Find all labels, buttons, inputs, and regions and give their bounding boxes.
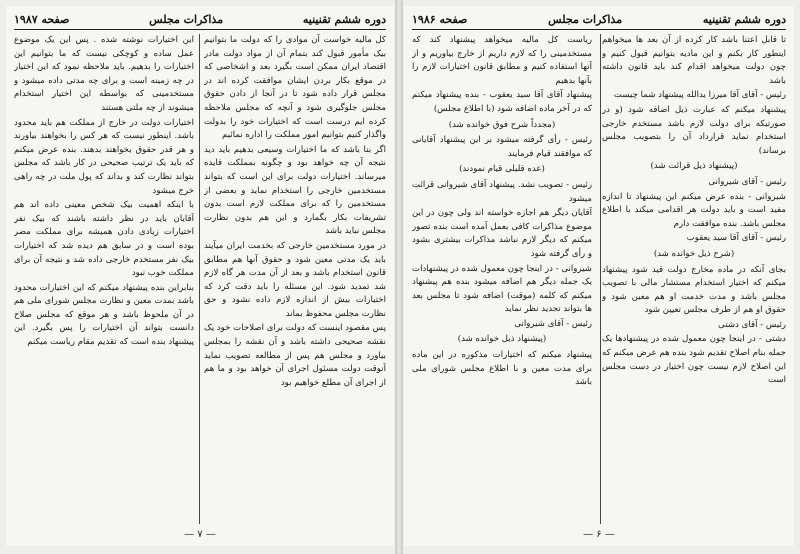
column-divider — [600, 34, 601, 524]
paragraph: رئیس - آقای دشتی — [718, 319, 786, 330]
paragraph: پیشنهاد میکنم که عبارت ذیل اضافه شود (و در صورتیکه برای دولت لازم باشد مستخدم خارجی استخدام نماید قرارداد آن را بتصویب مجلس برساند) — [602, 104, 786, 156]
paragraph: (مجدداً شرح فوق خوانده شد) — [448, 119, 556, 130]
header-title: مذاکرات مجلس — [149, 12, 224, 26]
paragraph: رئیس - رأی گرفته میشود بر این پیشنهاد آقایانی که موافقند قیام فرمایند — [412, 135, 592, 159]
paragraph: پیشنهاد میکنم که اختیارات مذکوره در این ماده برای مدت معین و با اطلاع مجلس شورای ملی باشد — [412, 350, 592, 388]
paragraph: رئیس - آقای شیروانی — [708, 176, 786, 187]
session-label: دوره ششم تقنینیه — [302, 12, 386, 26]
paragraph: این اختیارات نوشته شده . پس این یک موضوع عمل ساده و کوچکی نیست که ما بتوانیم این اختیارات را بدهیم. باید ملاحظه نمود که این اختیار در چه زمینه است و برای چه مدتی داده میشود و مستخدمینی که بواسطه این اختیار استخدام میشوند از چه ملتی هستند — [14, 35, 194, 113]
column-divider — [199, 34, 200, 524]
paragraph: ریاست کل مالیه میخواهد پیشنهاد کند که مستخدمینی را که لازم داریم از خارج بیاوریم و از آنها استفاده کنیم و مطابق قانون اختیارات لازم را بآنها بدهیم — [412, 35, 592, 86]
paragraph: (عده قلیلی قیام نمودند) — [459, 164, 545, 175]
text-column-left — [412, 34, 592, 524]
right-page — [404, 6, 794, 546]
paragraph: اختیارات دولت در خارج از مملکت هم باید محدود باشد. اینطور نیست که هر کس را بخواهند بیاورند و هر قدر حقوق بخواهند بدهند. بنده عرض میکنم که باید یک ترتیب صحیحی در کار باشد که مجلس بتواند نظارت کند و بداند که پول ملت در چه راهی خرج میشود — [14, 117, 194, 196]
page-number: — ۶ — — [583, 529, 615, 540]
paragraph: آقایان دیگر هم اجازه خواسته اند ولی چون در این موضوع مذاکرات کافی بعمل آمده است بنده تصور میکنم که دیگر لازم نباشد مذاکرات بیشتری بشود و رأی گرفته شود — [412, 208, 592, 259]
paragraph: دشتی - در اینجا چون معمول شده در پیشنهادها یک جمله بنام اصلاح تقدیم شود بنده هم عرض میکنم که این اصلاح لازم نیست چون اختیار در دست مجلس است — [602, 334, 786, 386]
header-divider — [14, 29, 386, 30]
page-header — [14, 10, 386, 28]
paragraph: (شرح ذیل خوانده شد) — [653, 248, 735, 259]
left-page — [6, 6, 394, 546]
page-header — [412, 10, 786, 28]
paragraph: (پیشنهاد ذیل قرائت شد) — [650, 161, 738, 172]
header-divider — [412, 29, 786, 30]
text-column-right — [602, 34, 786, 524]
paragraph: پیشنهاد آقای آقا سید یعقوب - بنده پیشنهاد میکنم که در آخر ماده اضافه شود (با اطلاع مجلس) — [412, 90, 592, 114]
paragraph: تا قابل اعتنا باشد کار کرده از آن بعد ها میخواهم اینطور کار بکنم و این مادیه بتوانیم قبول کنیم و چون دولت میخواهد اقدام کند باید قانون داشته باشد — [602, 35, 786, 86]
text-column-left — [14, 34, 194, 524]
paragraph: شیروانی - در اینجا چون معمول شده در پیشنهادات یک جمله دیگر هم اضافه میشود بنده هم پیشنهاد میکنم که کلمه (موقت) اضافه شود تا مجلس بعد ها بتواند تجدید نظر نماید — [412, 263, 592, 315]
paragraph: بجای آنکه در ماده مخارج دولت قید شود پیشنهاد میکنم که اختیار استخدام مستشار مالی با تصویب مجلس باشد و مدت خدمت او هم معین شود و حقوق او هم از طرف مجلس تعیین شود — [602, 264, 786, 316]
page-label: صفحه ۱۹۸۷ — [14, 12, 70, 26]
session-label: دوره ششم تقنینیه — [702, 12, 786, 26]
header-title: مذاکرات مجلس — [548, 12, 623, 26]
paragraph: پس مقصود اینست که دولت برای اصلاحات خود یک نقشه صحیحی داشته باشد و آن نقشه را بمجلس بیاورد و مجلس هم پس از مطالعه تصویب نماید آنوقت دولت مسئول اجرای آن خواهد بود و ما هم از اجرای آن مطلع خواهیم بود — [204, 323, 386, 388]
paragraph: (پیشنهاد ذیل خوانده شد) — [457, 334, 547, 345]
page-label: صفحه ۱۹۸۶ — [412, 12, 468, 26]
paragraph: اگر بنا باشد که ما اختیارات وسیعی بدهیم باید دید نتیجه آن چه خواهد بود و چگونه بمملکت فایده میرساند. اختیارات دولت برای این است که بتواند مستخدمین خارجی را استخدام نماید و بعضی از مستخدمین را که برای مملکت لازم است بدون تشریفات بکار بگمارد و این هم بدون نظارت مجلس نباید باشد — [204, 144, 386, 237]
paragraph: بنابراین بنده پیشنهاد میکنم که این اختیارات محدود باشد بمدت معین و نظارت مجلس شورای ملی هم در آن ملحوظ باشد و هر موقع که مجلس صلاح دانست بتواند آن اختیارات را پس بگیرد. این پیشنهاد بنده است که تقدیم مقام ریاست میکنم — [14, 282, 194, 348]
paragraph: رئیس - تصویب نشد. پیشنهاد آقای شیروانی قرائت میشود — [412, 179, 592, 204]
paragraph: شیروانی - بنده عرض میکنم این پیشنهاد تا اندازه مفید است و باید دولت هر اقدامی میکند با اطلاع مجلس باشد. بنده موافقت دارم — [602, 191, 786, 229]
book-gutter — [395, 0, 403, 554]
paragraph: در مورد مستخدمین خارجی که بخدمت ایران میآیند باید یک مدتی معین شود و حقوق آنها هم مطابق قانون استخدام باشد و بعد از آن مدت هر گاه لازم شد تمدید شود. این مسئله را باید دقت کرد که اختیارات بیش از اندازه لازم داده نشود و حق نظارت مجلس محفوظ بماند — [204, 240, 386, 319]
paragraph: با اینکه اهمیت بیک شخص معینی داده اند هم آقایان باید در نظر داشته باشند که بیک نفر اختیارات زیادی دادن همیشه برای مملکت مضر بوده است و در سابق هم دیده شد که اختیارات بیک نفر مستخدم خارجی داده شد و نتیجه آن برای مملکت خوب نبود — [14, 200, 194, 279]
text-column-right — [204, 34, 386, 524]
paragraph: رئیس - آقای آقا سید یعقوب — [686, 233, 786, 244]
paragraph: کل مالیه خواست آن موادی را که دولت ما بتوانیم بیک مأمور قبول کند بتمام آن از مواد دولت مادر اقتصاد ایران ممکن است بگیرد بعد و اشخاصی که در موقع بکار بردن ایشان موافقت کرده اند در مجلس قرار داده شود تا در آنجا از دادن حقوق مجلس جلوگیری شود و آنچه که مجلس ملاحظه کرده ایم درست است که اختیارات خود را بدولت واگذار کنیم بتوانیم امور مملکت را اداره نمائیم — [204, 35, 386, 141]
page-number: — ۷ — — [184, 529, 216, 540]
paragraph: رئیس - آقای آقا میرزا یدالله پیشنهاد شما چیست — [613, 90, 786, 101]
paragraph: رئیس - آقای شیروانی — [514, 318, 592, 329]
